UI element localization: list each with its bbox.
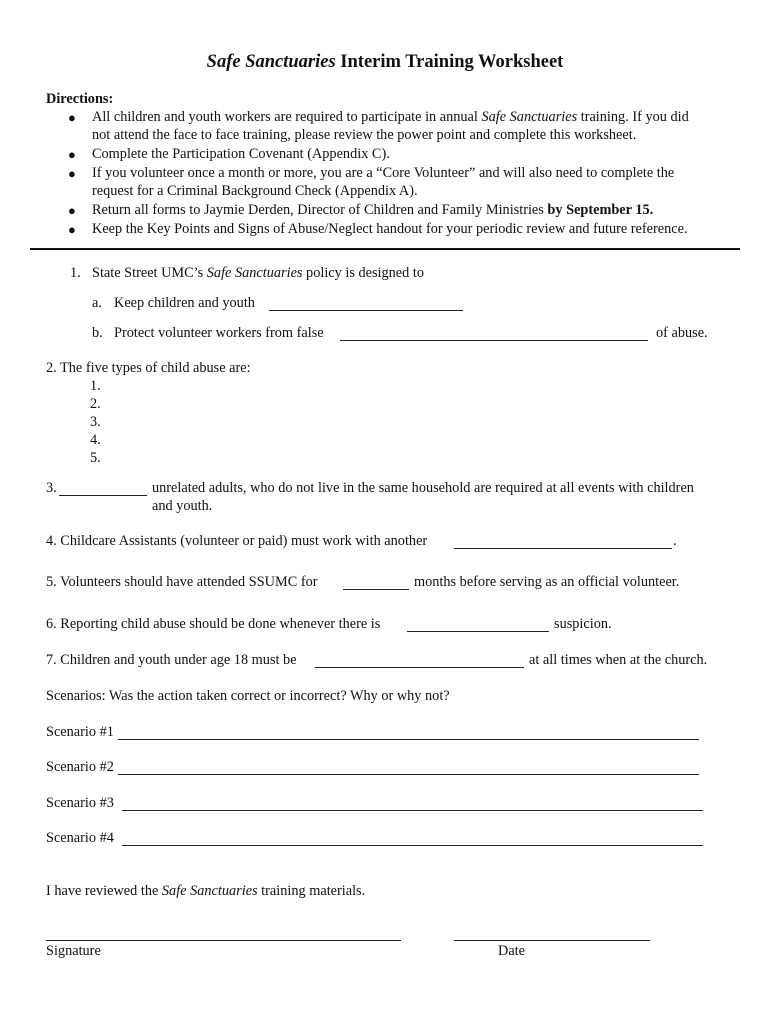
q1b-after: of abuse.	[656, 325, 708, 341]
direction-2: Complete the Participation Covenant (Appendix C).	[92, 146, 390, 162]
q2-text: 2. The five types of child abuse are:	[46, 360, 251, 376]
q2-item-5: 5.	[90, 450, 101, 466]
direction-3-line2: request for a Criminal Background Check (Appendix A).	[92, 183, 418, 199]
q4-after: .	[673, 533, 677, 549]
q5-after: months before serving as an official volunteer.	[414, 574, 680, 590]
direction-3-line1: If you volunteer once a month or more, you are a “Core Volunteer” and will also need to complete the	[92, 165, 675, 181]
q1a-answer-blank[interactable]	[269, 310, 463, 311]
q1b-letter: b.	[92, 325, 103, 341]
scenarios-prompt: Scenarios: Was the action taken correct or incorrect? Why or why not?	[46, 688, 450, 704]
scenario-4-answer-line[interactable]	[122, 845, 703, 846]
signature-line[interactable]	[46, 940, 401, 941]
q3-number: 3.	[46, 480, 57, 496]
scenario-3-label: Scenario #3	[46, 795, 114, 811]
q1a-text: Keep children and youth	[114, 295, 255, 311]
q6-after: suspicion.	[554, 616, 612, 632]
q3-line1: unrelated adults, who do not live in the same household are required at all events with children	[152, 480, 694, 496]
q2-item-3: 3.	[90, 414, 101, 430]
q2-item-1: 1.	[90, 378, 101, 394]
scenario-3-answer-line[interactable]	[122, 810, 703, 811]
scenario-2-label: Scenario #2	[46, 759, 114, 775]
q3-answer-blank[interactable]	[59, 495, 147, 496]
q5-text: 5. Volunteers should have attended SSUMC for	[46, 574, 318, 590]
q1-text: State Street UMC’s Safe Sanctuaries policy is designed to	[92, 265, 424, 281]
signature-label: Signature	[46, 943, 101, 959]
scenario-4-label: Scenario #4	[46, 830, 114, 846]
q7-text: 7. Children and youth under age 18 must be	[46, 652, 297, 668]
q7-answer-blank[interactable]	[315, 667, 524, 668]
review-statement: I have reviewed the Safe Sanctuaries training materials.	[46, 883, 366, 899]
q1-number: 1.	[70, 265, 81, 281]
q5-answer-blank[interactable]	[343, 589, 409, 590]
q6-text: 6. Reporting child abuse should be done whenever there is	[46, 616, 381, 632]
q2-item-4: 4.	[90, 432, 101, 448]
q1b-answer-blank[interactable]	[340, 340, 648, 341]
q2-item-2: 2.	[90, 396, 101, 412]
direction-1-line2: not attend the face to face training, please review the power point and complete this worksheet.	[92, 127, 637, 143]
direction-5: Keep the Key Points and Signs of Abuse/Neglect handout for your periodic review and future reference.	[92, 221, 688, 237]
bullet-icon: ●	[68, 203, 76, 218]
q4-answer-blank[interactable]	[454, 548, 672, 549]
bullet-icon: ●	[68, 222, 76, 237]
q6-answer-blank[interactable]	[407, 631, 549, 632]
q1b-text: Protect volunteer workers from false	[114, 325, 324, 341]
q4-text: 4. Childcare Assistants (volunteer or paid) must work with another	[46, 533, 428, 549]
q1a-letter: a.	[92, 295, 102, 311]
bullet-icon: ●	[68, 166, 76, 181]
direction-1-line1: All children and youth workers are required to participate in annual Safe Sanctuaries training. If you did	[92, 109, 689, 125]
date-label: Date	[498, 943, 525, 959]
bullet-icon: ●	[68, 110, 76, 125]
page-title: Safe Sanctuaries Interim Training Worksheet	[206, 52, 564, 72]
date-line[interactable]	[454, 940, 650, 941]
q7-after: at all times when at the church.	[529, 652, 708, 668]
scenario-1-label: Scenario #1	[46, 724, 114, 740]
directions-label: Directions:	[46, 91, 114, 107]
scenario-1-answer-line[interactable]	[118, 739, 699, 740]
section-divider	[30, 248, 740, 250]
bullet-icon: ●	[68, 147, 76, 162]
direction-4: Return all forms to Jaymie Derden, Director of Children and Family Ministries by September 15.	[92, 202, 654, 218]
scenario-2-answer-line[interactable]	[118, 774, 699, 775]
q3-line2: and youth.	[152, 498, 213, 514]
